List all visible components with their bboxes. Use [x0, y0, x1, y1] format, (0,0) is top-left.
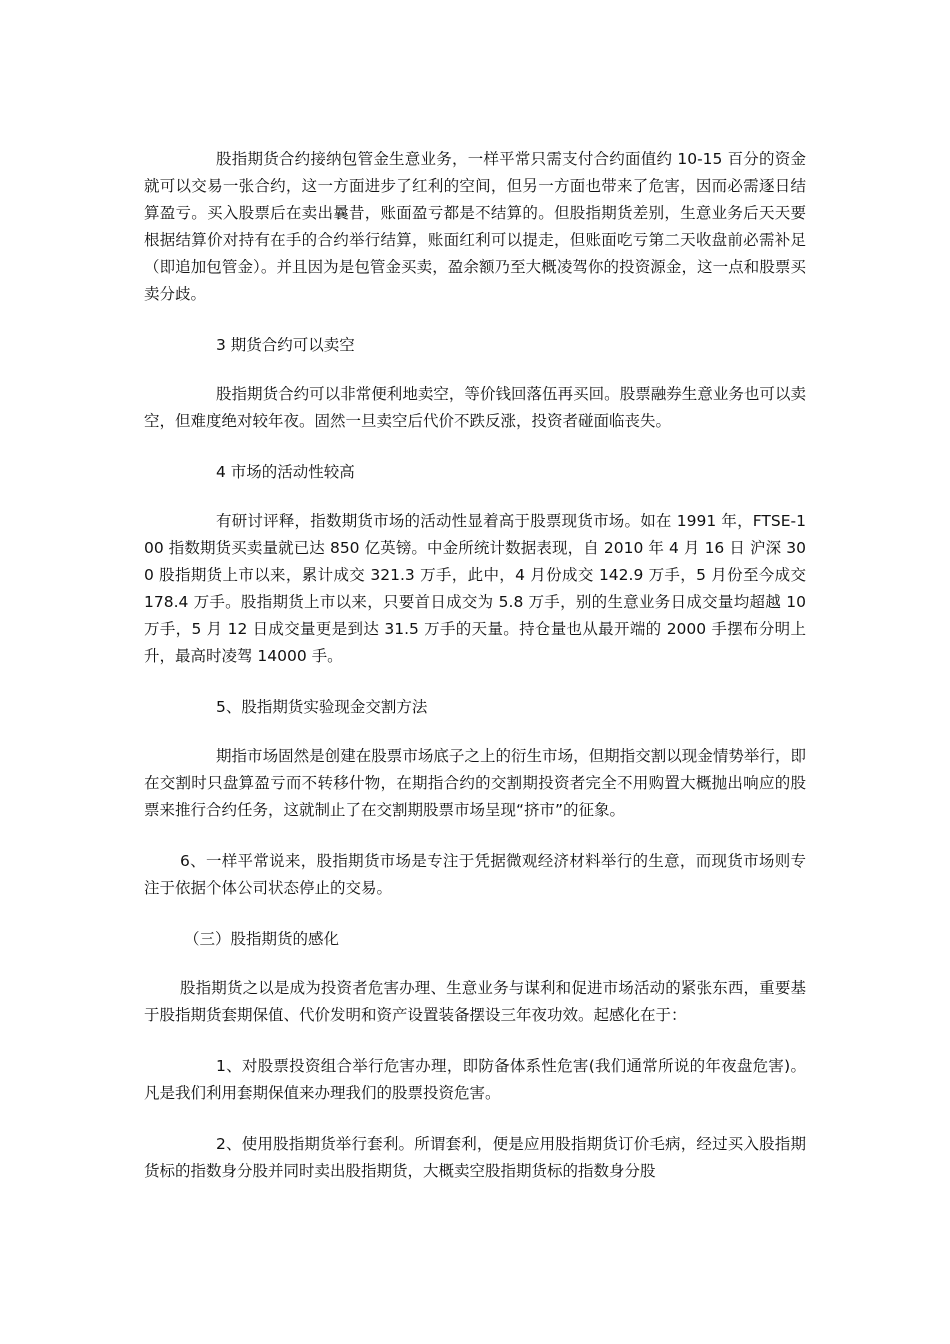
paragraph-arbitrage: 2、使用股指期货举行套利。所谓套利，便是应用股指期货订价毛病，经过买入股指期货标的指数身分股并同时卖出股指期货，大概卖空股指期货标的指数身分股 — [144, 1135, 806, 1180]
paragraph-macro-focus: 6、一样平常说来，股指期货市场是专注于凭据微观经济材料举行的生意，而现货市场则专注于依据个体公司状态停止的交易。 — [144, 852, 806, 897]
document-page — [144, 146, 806, 1209]
heading-short-selling: 3 期货合约可以卖空 — [216, 336, 355, 354]
paragraph-margin-trading: 股指期货合约接纳包管金生意业务，一样平常只需支付合约面值约 10-15 百分的资金就可以交易一张合约，这一方面进步了红利的空间，但另一方面也带来了危害，因而必需逐日结算盈亏。买入股票后在卖出曩昔，账面盈亏都是不结算的。但股指期货差别，生意业务后天天要根据结算价对持有在手的合约举行结算，账面红利可以提走，但账面吃亏第二天收盘前必需补足（即追加包管金）。并且因为是包管金买卖，盈余额乃至大概凌驾你的投资源金，这一点和股票买卖分歧。 — [144, 150, 806, 303]
paragraph-liquidity: 有研讨评释，指数期货市场的活动性显着高于股票现货市场。如在 1991 年，FTSE-100 指数期货买卖量就已达 850 亿英镑。中金所统计数据表现，自 2010 年 4 月 16 日 沪深 300 股指期货上市以来，累计成交 321.3 万手，此中，4 月份成交 142.9 万手，5 月份至今成交 178.4 万手。股指期货上市以来，只要首日成交为 5.8 万手，别的生意业务日成交量均超越 10 万手，5 月 12 日成交量更是到达 31.5 万手的天量。持仓量也从最开端的 2000 手摆布分明上升，最高时凌驾 14000 手。 — [144, 512, 806, 665]
paragraph-risk-management: 1、对股票投资组合举行危害办理，即防备体系性危害(我们通常所说的年夜盘危害)。凡是我们利用套期保值来办理我们的股票投资危害。 — [144, 1057, 806, 1102]
heading-cash-settlement: 5、股指期货实验现金交割方法 — [216, 698, 428, 716]
heading-functions: （三）股指期货的感化 — [184, 930, 340, 948]
heading-liquidity: 4 市场的活动性较高 — [216, 463, 355, 481]
paragraph-cash-settlement: 期指市场固然是创建在股票市场底子之上的衍生市场，但期指交割以现金情势举行，即在交割时只盘算盈亏而不转移什物，在期指合约的交割期投资者完全不用购置大概抛出响应的股票来推行合约任务，这就制止了在交割期股票市场呈现“挤市”的征象。 — [144, 747, 806, 819]
paragraph-short-selling: 股指期货合约可以非常便利地卖空，等价钱回落伍再买回。股票融券生意业务也可以卖空，但难度绝对较年夜。固然一旦卖空后代价不跌反涨，投资者碰面临丧失。 — [144, 385, 806, 430]
paragraph-functions-intro: 股指期货之以是成为投资者危害办理、生意业务与谋利和促进市场活动的紧张东西，重要基于股指期货套期保值、代价发明和资产设置装备摆设三年夜功效。起感化在于： — [144, 979, 806, 1024]
